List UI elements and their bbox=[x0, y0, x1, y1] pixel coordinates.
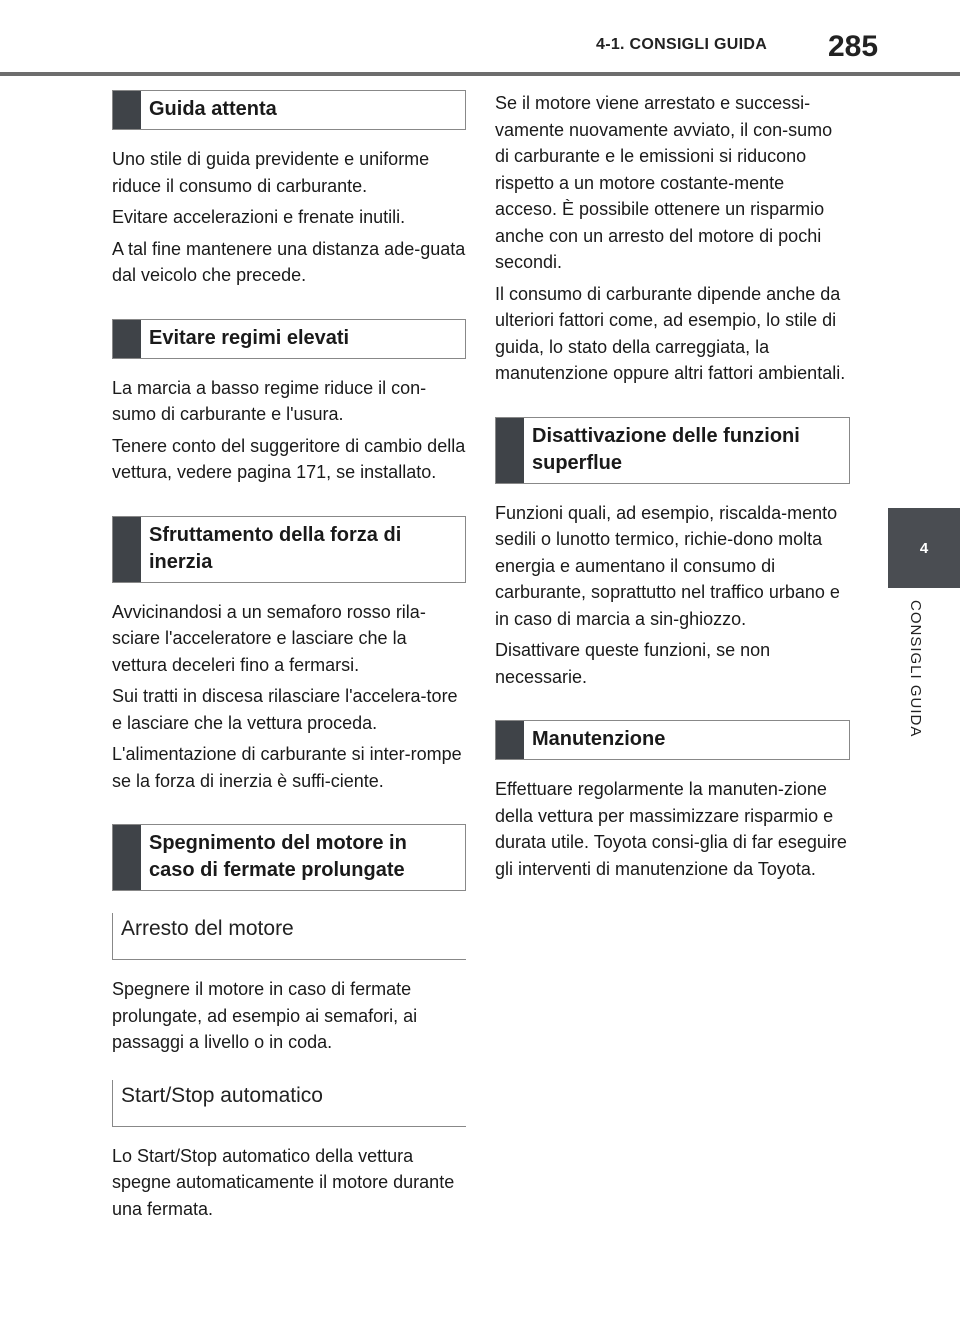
chapter-tab bbox=[888, 508, 960, 588]
heading-guida-attenta bbox=[112, 90, 466, 130]
heading-disattivazione-funzioni bbox=[495, 417, 850, 484]
right-column bbox=[495, 90, 850, 882]
heading-text: Disattivazione delle funzioni superflue bbox=[532, 424, 800, 474]
page-number: 285 bbox=[828, 30, 879, 63]
subheading-arresto-motore bbox=[112, 913, 466, 960]
paragraph: La marcia a basso regime riduce il con-sumo di carburante e l'usura. bbox=[112, 377, 427, 424]
heading-text: Guida attenta bbox=[149, 98, 277, 120]
heading-forza-inerzia bbox=[112, 516, 466, 583]
heading-bar bbox=[496, 721, 524, 759]
heading-bar bbox=[113, 91, 141, 129]
paragraph: L'alimentazione di carburante si inter-rompe se la forza di inerzia è suffi-ciente. bbox=[112, 744, 462, 791]
heading-bar bbox=[496, 418, 524, 483]
header-divider bbox=[0, 72, 960, 76]
paragraph: Se il motore viene arrestato e successi-vamente nuovamente avviato, il con-sumo di carburante e le emissioni si riducono rispetto a un motore costante-mente acceso. È possibile ottenere un risparmio anche con un arresto del motore di pochi secondi. bbox=[495, 93, 833, 272]
heading-spegnimento-motore bbox=[112, 824, 466, 891]
heading-text: Spegnimento del motore in caso di fermate prolungate bbox=[149, 832, 407, 881]
heading-manutenzione bbox=[495, 720, 850, 760]
paragraph: Effettuare regolarmente la manuten-zione della vettura per massimizzare risparmio e durata utile. Toyota consi-glia di far eseguire gli interventi di manutenzione da Toyota. bbox=[495, 779, 847, 879]
paragraph: A tal fine mantenere una distanza ade-guata dal veicolo che precede. bbox=[112, 238, 466, 285]
heading-text: Sfruttamento della forza di inerzia bbox=[149, 523, 402, 573]
heading-bar bbox=[113, 320, 141, 358]
subheading-text: Arresto del motore bbox=[121, 917, 294, 940]
paragraph: Funzioni quali, ad esempio, riscalda-mento sedili o lunotto termico, richie-dono molta energia e aumentano il consumo di carburante, soprattutto nel traffico urbano e in caso di marcia a sin-ghiozzo. bbox=[495, 502, 840, 629]
heading-evitare-regimi bbox=[112, 319, 466, 359]
left-column bbox=[112, 90, 466, 1222]
chapter-number: 4 bbox=[919, 539, 929, 557]
subheading-text: Start/Stop automatico bbox=[121, 1083, 323, 1107]
paragraph: Tenere conto del suggeritore di cambio della vettura, vedere pagina 171, se installato. bbox=[112, 435, 466, 482]
paragraph: Avvicinandosi a un semaforo rosso rila-sciare l'acceleratore e lasciare che la vettura deceleri fino a fermarsi. bbox=[112, 601, 426, 675]
chapter-side-title: CONSIGLI GUIDA bbox=[907, 600, 924, 738]
heading-text: Manutenzione bbox=[532, 728, 666, 750]
heading-bar bbox=[113, 517, 141, 582]
paragraph: Lo Start/Stop automatico della vettura spegne automaticamente il motore durante una fermata. bbox=[112, 1145, 455, 1219]
paragraph: Uno stile di guida previdente e uniforme riduce il consumo di carburante. bbox=[112, 149, 430, 196]
paragraph: Sui tratti in discesa rilasciare l'accelera-tore e lasciare che la vettura proceda. bbox=[112, 686, 458, 733]
heading-text: Evitare regimi elevati bbox=[149, 326, 350, 349]
paragraph: Evitare accelerazioni e frenate inutili. bbox=[112, 207, 406, 227]
paragraph: Disattivare queste funzioni, se non necessarie. bbox=[495, 640, 771, 687]
heading-bar bbox=[113, 825, 141, 890]
paragraph: Spegnere il motore in caso di fermate prolungate, ad esempio ai semafori, ai passaggi a livello o in coda. bbox=[112, 979, 418, 1052]
subheading-start-stop bbox=[112, 1080, 466, 1127]
running-header-section: 4-1. CONSIGLI GUIDA bbox=[596, 36, 768, 53]
paragraph: Il consumo di carburante dipende anche da ulteriori fattori come, ad esempio, lo stile di guida, lo stato della carreggiata, la manutenzione oppure altri fattori ambientali. bbox=[495, 283, 846, 383]
